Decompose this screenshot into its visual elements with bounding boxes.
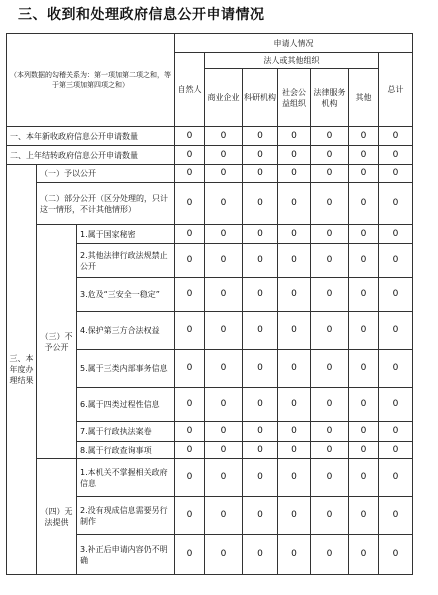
cell-value: 0 xyxy=(243,165,278,183)
cell-value: 0 xyxy=(243,422,278,442)
cell-value: 0 xyxy=(278,146,311,165)
cell-value: 0 xyxy=(205,459,243,497)
cell-value: 0 xyxy=(311,459,349,497)
cell-value: 0 xyxy=(278,442,311,459)
row-label: 5.属于三类内部事务信息 xyxy=(77,350,175,388)
legal-service-header: 法律服务机构 xyxy=(311,69,349,127)
cell-value: 0 xyxy=(349,497,379,535)
cell-value: 0 xyxy=(311,127,349,146)
cell-value: 0 xyxy=(311,388,349,422)
row-label: 2.没有现成信息需要另行制作 xyxy=(77,497,175,535)
cell-value: 0 xyxy=(278,244,311,278)
cell-value: 0 xyxy=(175,146,205,165)
row-label: 4.保护第三方合法权益 xyxy=(77,312,175,350)
cell-value: 0 xyxy=(205,165,243,183)
cell-value: 0 xyxy=(175,388,205,422)
cell-value: 0 xyxy=(278,459,311,497)
cell-value: 0 xyxy=(278,312,311,350)
row-label: 1.属于国家秘密 xyxy=(77,225,175,244)
row-label: 3.补正后申请内容仍不明确 xyxy=(77,535,175,575)
page-title: 三、收到和处理政府信息公开申请情况 xyxy=(18,7,265,23)
cell-value: 0 xyxy=(379,146,413,165)
cell-value: 0 xyxy=(175,165,205,183)
cell-value: 0 xyxy=(205,183,243,225)
cell-value: 0 xyxy=(349,350,379,388)
row-label: 2.其他法律行政法规禁止公开 xyxy=(77,244,175,278)
cell-value: 0 xyxy=(175,350,205,388)
cell-value: 0 xyxy=(243,497,278,535)
social-header: 社会公益组织 xyxy=(278,69,311,127)
cell-value: 0 xyxy=(205,535,243,575)
cell-value: 0 xyxy=(349,388,379,422)
cell-value: 0 xyxy=(311,442,349,459)
cell-value: 0 xyxy=(243,127,278,146)
cell-value: 0 xyxy=(311,225,349,244)
cell-value: 0 xyxy=(278,165,311,183)
row-label: 一、本年新收政府信息公开申请数量 xyxy=(7,127,175,146)
cell-value: 0 xyxy=(278,278,311,312)
cell-value: 0 xyxy=(278,225,311,244)
cell-value: 0 xyxy=(243,183,278,225)
cell-value: 0 xyxy=(243,350,278,388)
cell-value: 0 xyxy=(311,350,349,388)
row-label: 二、上年结转政府信息公开申请数量 xyxy=(7,146,175,165)
cell-value: 0 xyxy=(278,388,311,422)
cell-value: 0 xyxy=(311,244,349,278)
info-disclosure-table xyxy=(6,33,413,575)
cell-value: 0 xyxy=(349,244,379,278)
total-header: 总计 xyxy=(379,53,413,127)
cell-value: 0 xyxy=(243,459,278,497)
cell-value: 0 xyxy=(278,183,311,225)
cell-value: 0 xyxy=(311,146,349,165)
cell-value: 0 xyxy=(278,422,311,442)
cell-value: 0 xyxy=(349,165,379,183)
cell-value: 0 xyxy=(349,278,379,312)
cell-value: 0 xyxy=(175,225,205,244)
cell-value: 0 xyxy=(311,183,349,225)
cell-value: 0 xyxy=(379,422,413,442)
cell-value: 0 xyxy=(175,278,205,312)
cell-value: 0 xyxy=(311,312,349,350)
row-label: 7.属于行政执法案卷 xyxy=(77,422,175,442)
cell-value: 0 xyxy=(205,225,243,244)
cell-value: 0 xyxy=(349,127,379,146)
cell-value: 0 xyxy=(175,127,205,146)
cell-value: 0 xyxy=(349,459,379,497)
cell-value: 0 xyxy=(349,535,379,575)
cell-value: 0 xyxy=(379,459,413,497)
cell-value: 0 xyxy=(278,535,311,575)
cannot-provide-label: （四）无法提供 xyxy=(37,459,77,575)
cell-value: 0 xyxy=(379,165,413,183)
cell-value: 0 xyxy=(379,388,413,422)
cell-value: 0 xyxy=(243,278,278,312)
cell-value: 0 xyxy=(278,497,311,535)
applicant-header: 申请人情况 xyxy=(175,34,413,53)
cell-value: 0 xyxy=(205,244,243,278)
cell-value: 0 xyxy=(205,312,243,350)
cell-value: 0 xyxy=(243,535,278,575)
cell-value: 0 xyxy=(243,312,278,350)
result-group-label: 三、本年度办理结果 xyxy=(7,165,37,575)
cell-value: 0 xyxy=(379,183,413,225)
cell-value: 0 xyxy=(349,183,379,225)
cell-value: 0 xyxy=(205,146,243,165)
other-header: 其他 xyxy=(349,69,379,127)
cell-value: 0 xyxy=(379,535,413,575)
commercial-header: 商业企业 xyxy=(205,69,243,127)
legal-entity-header: 法人或其他组织 xyxy=(205,53,379,69)
cell-value: 0 xyxy=(205,442,243,459)
cell-value: 0 xyxy=(243,244,278,278)
cell-value: 0 xyxy=(205,497,243,535)
cell-value: 0 xyxy=(175,183,205,225)
cell-value: 0 xyxy=(243,225,278,244)
cell-value: 0 xyxy=(311,535,349,575)
cell-value: 0 xyxy=(349,225,379,244)
cell-value: 0 xyxy=(278,127,311,146)
row-label: 8.属于行政查询事项 xyxy=(77,442,175,459)
cell-value: 0 xyxy=(175,244,205,278)
cell-value: 0 xyxy=(205,278,243,312)
cell-value: 0 xyxy=(379,278,413,312)
cell-value: 0 xyxy=(205,127,243,146)
cell-value: 0 xyxy=(349,312,379,350)
cell-value: 0 xyxy=(175,459,205,497)
cell-value: 0 xyxy=(205,350,243,388)
cell-value: 0 xyxy=(278,350,311,388)
cell-value: 0 xyxy=(175,312,205,350)
cell-value: 0 xyxy=(379,497,413,535)
cell-value: 0 xyxy=(311,165,349,183)
cell-value: 0 xyxy=(243,146,278,165)
cell-value: 0 xyxy=(243,442,278,459)
research-header: 科研机构 xyxy=(243,69,278,127)
cell-value: 0 xyxy=(311,278,349,312)
cell-value: 0 xyxy=(379,442,413,459)
cell-value: 0 xyxy=(379,127,413,146)
cell-value: 0 xyxy=(311,422,349,442)
row-label: 1.本机关不掌握相关政府信息 xyxy=(77,459,175,497)
row-label: 3.危及“三安全一稳定” xyxy=(77,278,175,312)
row-label: 6.属于四类过程性信息 xyxy=(77,388,175,422)
not-public-label: （三）不予公开 xyxy=(37,225,77,459)
cell-value: 0 xyxy=(379,312,413,350)
cell-value: 0 xyxy=(379,225,413,244)
cell-value: 0 xyxy=(349,146,379,165)
cell-value: 0 xyxy=(349,422,379,442)
cell-value: 0 xyxy=(175,422,205,442)
cell-value: 0 xyxy=(205,388,243,422)
cell-value: 0 xyxy=(175,535,205,575)
cell-value: 0 xyxy=(311,497,349,535)
cell-value: 0 xyxy=(379,244,413,278)
natural-person-header: 自然人 xyxy=(175,53,205,127)
cell-value: 0 xyxy=(349,442,379,459)
row-label: （二）部分公开（区分处理的，只计这一情形，不计其他情形） xyxy=(37,183,175,225)
note-cell: （本列数据的勾稽关系为：第一项加第二项之和，等于第三项加第四项之和） xyxy=(7,34,175,127)
row-label: （一）予以公开 xyxy=(37,165,175,183)
cell-value: 0 xyxy=(205,422,243,442)
cell-value: 0 xyxy=(243,388,278,422)
cell-value: 0 xyxy=(175,497,205,535)
cell-value: 0 xyxy=(175,442,205,459)
cell-value: 0 xyxy=(379,350,413,388)
